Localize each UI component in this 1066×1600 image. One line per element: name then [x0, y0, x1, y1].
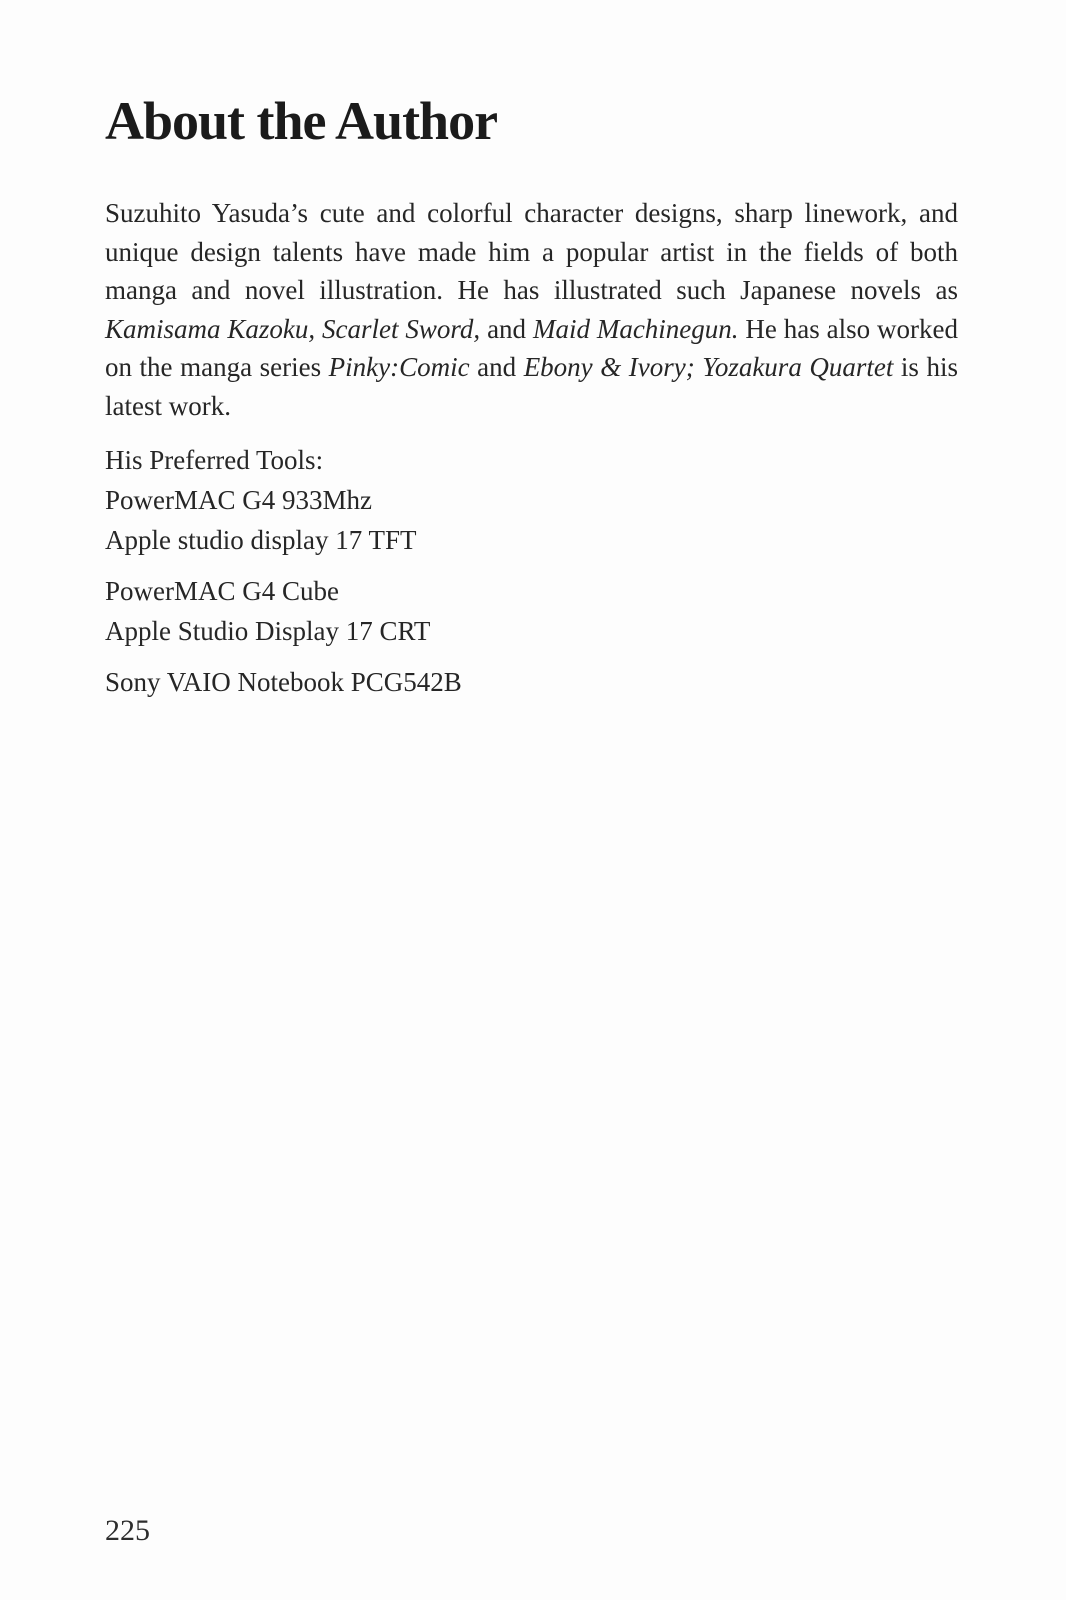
book-title-ebony-ivory-yozakura-quartet: Ebony & Ivory; Yozakura Quartet [523, 352, 894, 382]
tools-group-3 [105, 662, 958, 702]
bio-text-5: and [469, 352, 524, 382]
bio-text-2 [315, 314, 322, 344]
book-title-scarlet-sword: Scarlet Sword, [322, 313, 481, 344]
page-number: 225 [105, 1514, 150, 1547]
author-bio-paragraph [105, 194, 958, 425]
page-content [105, 0, 958, 702]
tools-group-2 [105, 571, 958, 651]
book-title-kamisama-kazoku: Kamisama Kazoku, [105, 313, 316, 344]
bio-text-4: He has also worked on the manga series [105, 313, 959, 382]
bio-text-6: is his latest work. [105, 352, 958, 421]
tool-item-sony-vaio-notebook: Sony VAIO Notebook PCG542B [105, 667, 462, 697]
book-title-pinky-comic: Pinky:Comic [328, 352, 470, 382]
tool-item-powermac-g4-933: PowerMAC G4 933Mhz [105, 485, 372, 515]
bio-text-3: and [480, 313, 533, 344]
page-title: About the Author [105, 91, 498, 151]
tool-item-apple-studio-display-crt: Apple Studio Display 17 CRT [105, 616, 431, 646]
tools-heading: His Preferred Tools: [105, 445, 324, 475]
tool-item-powermac-g4-cube: PowerMAC G4 Cube [105, 576, 339, 606]
bio-text-1: Suzuhito Yasuda’s cute and colorful character designs, sharp linework, and unique design talents have made him a popular artist in the fields of both manga and novel illustration. He has illustrated such Japanese novels as [105, 198, 958, 305]
tools-group-1 [105, 440, 958, 560]
book-title-maid-machinegun: Maid Machinegun. [532, 313, 739, 344]
tool-item-apple-studio-display-tft: Apple studio display 17 TFT [105, 525, 417, 555]
